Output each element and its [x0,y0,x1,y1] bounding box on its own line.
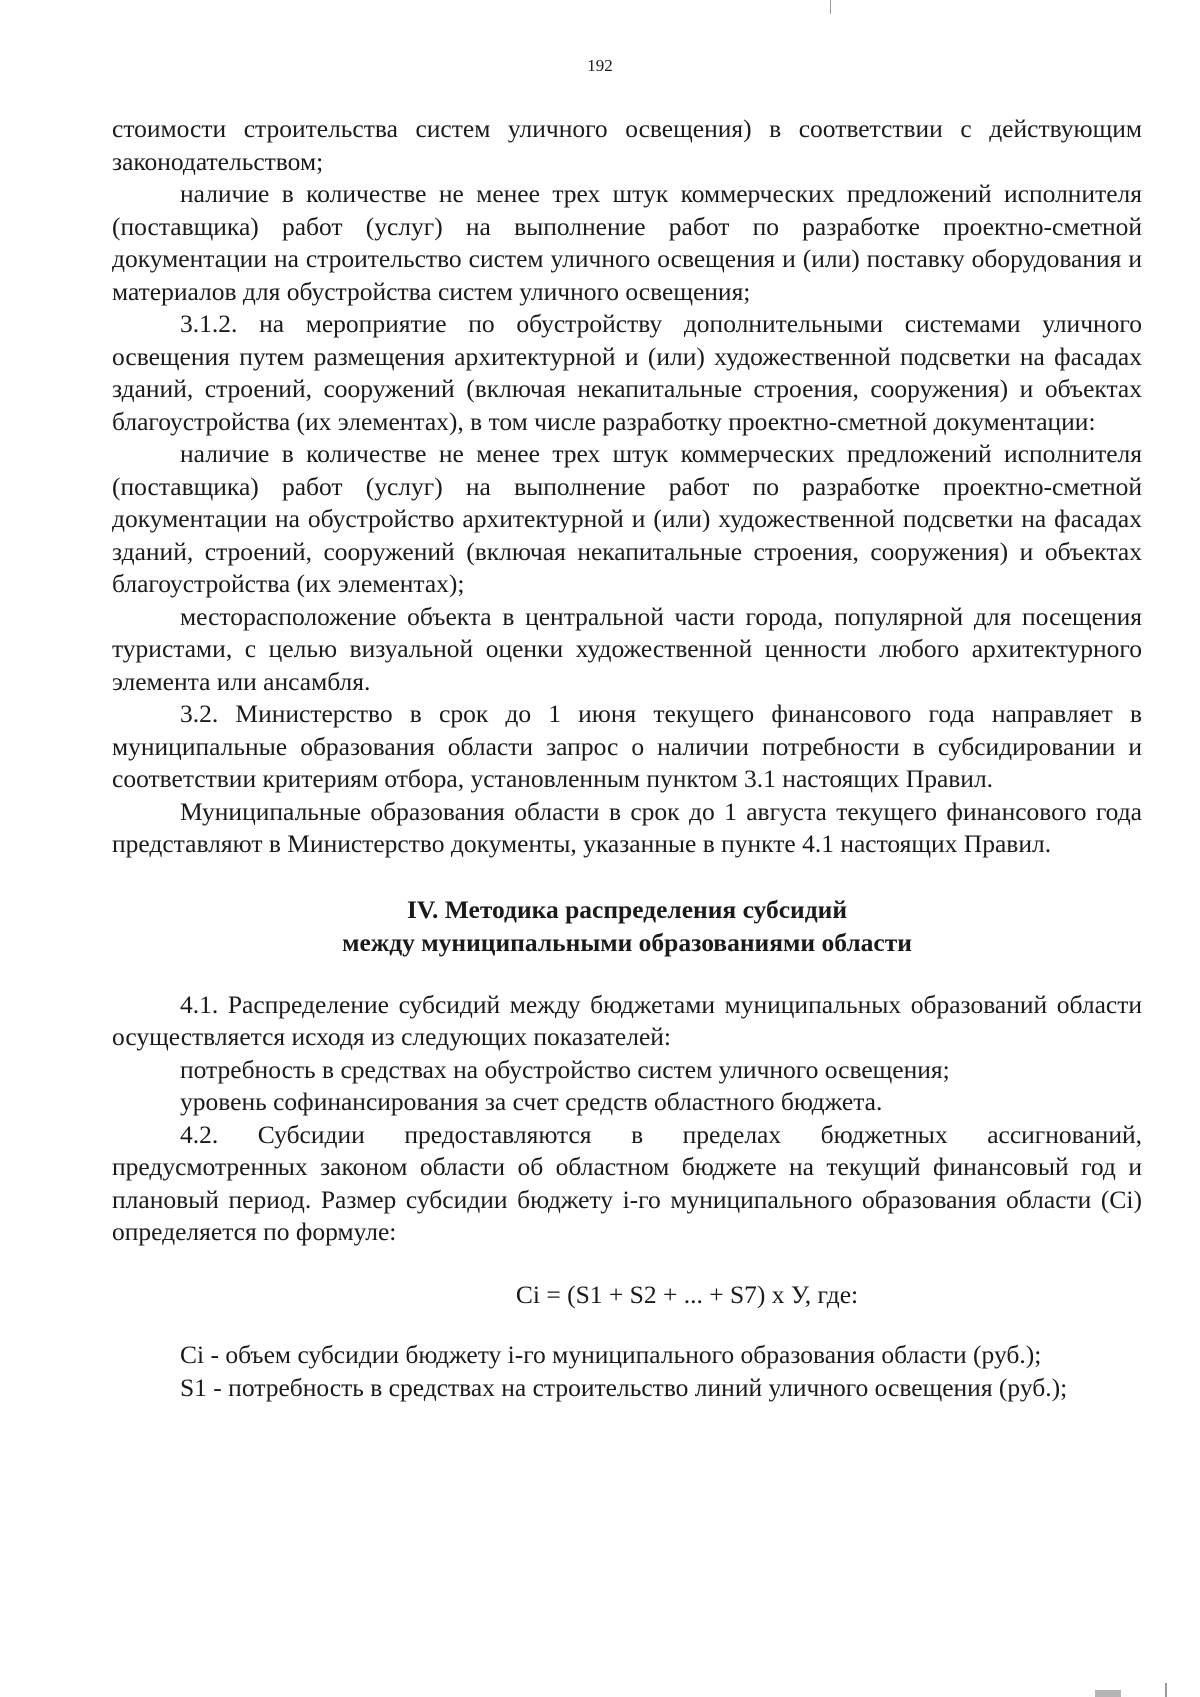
paragraph-continuation: стоимости строительства систем уличного освещения) в соответствии с действующим законодательством; [112,114,1142,176]
paragraph: Муниципальные образования области в срок до 1 августа текущего финансового года представляют в Министерство документы, указанные в пункте 4.1 настоящих Правил. [112,796,1142,858]
paragraph-clause-3-2: 3.2. Министерство в срок до 1 июня текущего финансового года направляет в муниципальные образования области запрос о наличии потребности в субсидировании и соответствии критериям отбора, установленным пунктом 3.1 настоящих Правил. [112,699,1142,793]
page-number: 192 [587,56,613,75]
scan-artifact [830,0,831,14]
paragraph: уровень софинансирования за счет средств областного бюджета. [180,1087,883,1116]
paragraph: наличие в количестве не менее трех штук коммерческих предложений исполнителя (поставщика) работ (услуг) на выполнение работ по разработке проектно-сметной документации на обустройство архитектурной и (или) художественной подсветки на фасадах зданий, строений, сооружений (включая некапитальные строения, сооружения) и объектах благоустройства (их элементах); [112,439,1142,598]
scan-artifact [1165,1683,1167,1697]
document-body [112,113,1142,1404]
definition-ci: Ci - объем субсидии бюджету i-го муниципального образования области (руб.); [180,1340,1042,1369]
paragraph: месторасположение объекта в центральной части города, популярной для посещения туристами, с целью визуальной оценки художественной ценности любого архитектурного элемента или ансамбля. [112,601,1142,696]
section-heading [112,893,1142,959]
formula: Ci = (S1 + S2 + ... + S7) х У, где: [515,1279,859,1309]
paragraph: потребность в средствах на обустройство систем уличного освещения; [180,1054,950,1084]
section-heading-line-2: между муниципальными образованиями области [342,927,912,957]
paragraph: наличие в количестве не менее трех штук коммерческих предложений исполнителя (поставщика) работ (услуг) на выполнение работ по разработке проектно-сметной документации на строительство систем уличного освещения и (или) поставку оборудования и материалов для обустройства систем уличного освещения; [112,179,1142,306]
paragraph-clause-3-1-2: 3.1.2. на мероприятие по обустройству дополнительными системами уличного освещения путем размещения архитектурной и (или) художественной подсветки на фасадах зданий, строений, сооружений (включая некапитальные строения, сооружения) и объектах благоустройства (их элементах), в том числе разработку проектно-сметной документации: [112,309,1142,436]
paragraph-clause-4-2: 4.2. Субсидии предоставляются в пределах бюджетных ассигнований, предусмотренных законом области об областном бюджете на текущий финансовый год и плановый период. Размер субсидии бюджету i-го муниципального образования области (Ci) определяется по формуле: [112,1119,1142,1246]
section-heading-line-1: IV. Методика распределения субсидий [406,894,848,924]
paragraph-clause-4-1: 4.1. Распределение субсидий между бюджетами муниципальных образований области осуществляется исходя из следующих показателей: [112,989,1142,1051]
scan-artifact [1095,1690,1121,1697]
definition-s1: S1 - потребность в средствах на строительство линий уличного освещения (руб.); [180,1372,1068,1402]
